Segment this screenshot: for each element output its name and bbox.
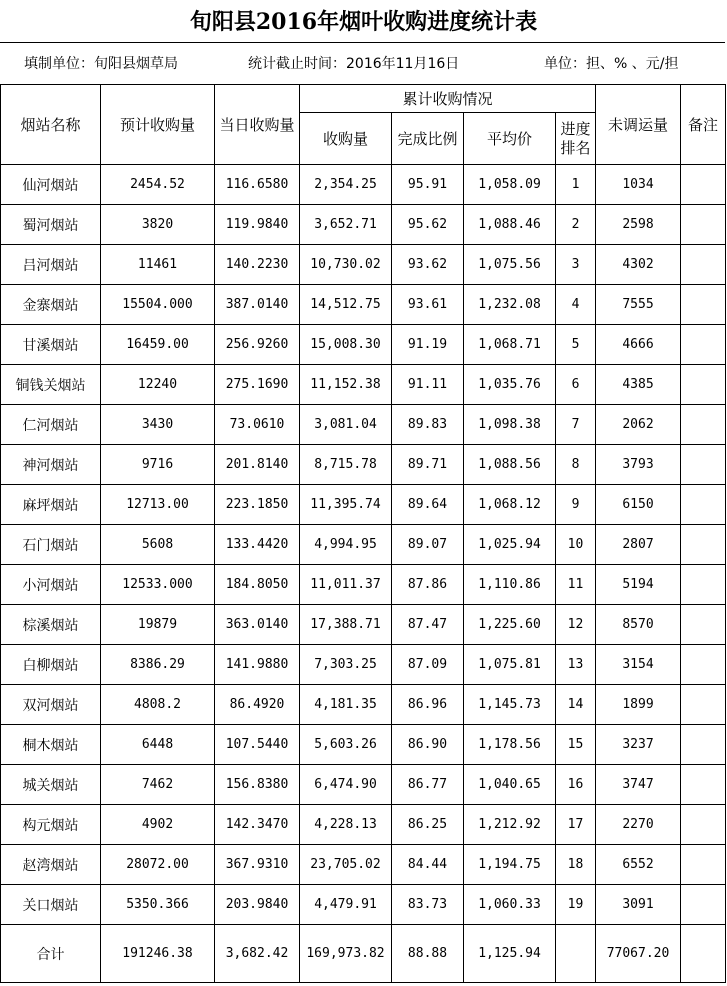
station-cell: 铜钱关烟站 [1,365,101,405]
rank-cell: 1 [556,165,596,205]
total-row [1,925,726,983]
daily-cell: 275.1690 [215,365,300,405]
avg-price-cell: 1,075.56 [464,245,556,285]
table-row [1,765,726,805]
avg-price-cell: 1,088.46 [464,205,556,245]
title-divider [0,42,725,43]
planned-cell: 8386.29 [101,645,215,685]
remarks-cell [681,525,726,565]
ratio-cell: 83.73 [392,885,464,925]
station-cell: 合计 [1,925,101,983]
table-row [1,445,726,485]
header-daily: 当日收购量 [215,85,300,165]
avg-price-cell: 1,225.60 [464,605,556,645]
purchased-cell: 4,228.13 [300,805,392,845]
header-station: 烟站名称 [1,85,101,165]
untransported-cell: 2598 [596,205,681,245]
planned-cell: 5608 [101,525,215,565]
avg-price-cell: 1,232.08 [464,285,556,325]
rank-cell: 13 [556,645,596,685]
station-cell: 仁河烟站 [1,405,101,445]
remarks-cell [681,885,726,925]
rank-cell: 16 [556,765,596,805]
table-row [1,805,726,845]
purchased-cell: 17,388.71 [300,605,392,645]
ratio-cell: 91.11 [392,365,464,405]
untransported-cell: 5194 [596,565,681,605]
rank-cell: 14 [556,685,596,725]
station-cell: 吕河烟站 [1,245,101,285]
station-cell: 仙河烟站 [1,165,101,205]
rank-cell: 9 [556,485,596,525]
purchased-cell: 11,011.37 [300,565,392,605]
avg-price-cell: 1,125.94 [464,925,556,983]
table-row [1,725,726,765]
rank-cell: 17 [556,805,596,845]
purchased-cell: 23,705.02 [300,845,392,885]
daily-cell: 73.0610 [215,405,300,445]
untransported-cell: 77067.20 [596,925,681,983]
station-cell: 麻坪烟站 [1,485,101,525]
daily-cell: 203.9840 [215,885,300,925]
purchased-cell: 4,181.35 [300,685,392,725]
avg-price-cell: 1,058.09 [464,165,556,205]
station-cell: 甘溪烟站 [1,325,101,365]
rank-cell: 4 [556,285,596,325]
remarks-cell [681,685,726,725]
rank-cell: 2 [556,205,596,245]
untransported-cell: 2270 [596,805,681,845]
planned-cell: 28072.00 [101,845,215,885]
planned-cell: 16459.00 [101,325,215,365]
remarks-cell [681,925,726,983]
avg-price-cell: 1,035.76 [464,365,556,405]
station-cell: 白柳烟站 [1,645,101,685]
planned-cell: 9716 [101,445,215,485]
planned-cell: 4808.2 [101,685,215,725]
ratio-cell: 89.83 [392,405,464,445]
untransported-cell: 4385 [596,365,681,405]
station-cell: 棕溪烟站 [1,605,101,645]
untransported-cell: 3793 [596,445,681,485]
ratio-cell: 95.62 [392,205,464,245]
daily-cell: 119.9840 [215,205,300,245]
remarks-cell [681,605,726,645]
avg-price-cell: 1,040.65 [464,765,556,805]
planned-cell: 191246.38 [101,925,215,983]
purchase-table [0,84,726,983]
remarks-cell [681,165,726,205]
daily-cell: 223.1850 [215,485,300,525]
avg-price-cell: 1,060.33 [464,885,556,925]
ratio-cell: 87.47 [392,605,464,645]
units: 单位：担、% 、元/担 [544,56,679,72]
header-purchased: 收购量 [300,113,392,165]
planned-cell: 5350.366 [101,885,215,925]
rank-cell: 7 [556,405,596,445]
ratio-cell: 89.71 [392,445,464,485]
avg-price-cell: 1,088.56 [464,445,556,485]
table-row [1,645,726,685]
header-avg-price: 平均价 [464,113,556,165]
purchased-cell: 11,395.74 [300,485,392,525]
avg-price-cell: 1,178.56 [464,725,556,765]
untransported-cell: 4666 [596,325,681,365]
untransported-cell: 1034 [596,165,681,205]
ratio-cell: 95.91 [392,165,464,205]
ratio-cell: 87.86 [392,565,464,605]
untransported-cell: 4302 [596,245,681,285]
station-cell: 双河烟站 [1,685,101,725]
daily-cell: 367.9310 [215,845,300,885]
table-row [1,325,726,365]
remarks-cell [681,365,726,405]
daily-cell: 184.8050 [215,565,300,605]
remarks-cell [681,845,726,885]
rank-cell: 11 [556,565,596,605]
station-cell: 小河烟站 [1,565,101,605]
station-cell: 石门烟站 [1,525,101,565]
untransported-cell: 8570 [596,605,681,645]
avg-price-cell: 1,025.94 [464,525,556,565]
remarks-cell [681,765,726,805]
planned-cell: 7462 [101,765,215,805]
untransported-cell: 3747 [596,765,681,805]
untransported-cell: 2807 [596,525,681,565]
daily-cell: 3,682.42 [215,925,300,983]
untransported-cell: 2062 [596,405,681,445]
header-ratio: 完成比例 [392,113,464,165]
purchased-cell: 14,512.75 [300,285,392,325]
deadline: 统计截止时间：2016年11月16日 [248,56,460,72]
avg-price-cell: 1,098.38 [464,405,556,445]
remarks-cell [681,805,726,845]
rank-cell: 5 [556,325,596,365]
table-row [1,605,726,645]
ratio-cell: 86.90 [392,725,464,765]
rank-cell: 6 [556,365,596,405]
station-cell: 赵湾烟站 [1,845,101,885]
purchased-cell: 11,152.38 [300,365,392,405]
table-row [1,165,726,205]
remarks-cell [681,645,726,685]
planned-cell: 2454.52 [101,165,215,205]
avg-price-cell: 1,075.81 [464,645,556,685]
planned-cell: 3820 [101,205,215,245]
header-untransported: 未调运量 [596,85,681,165]
ratio-cell: 91.19 [392,325,464,365]
table-row [1,525,726,565]
purchased-cell: 6,474.90 [300,765,392,805]
planned-cell: 11461 [101,245,215,285]
daily-cell: 140.2230 [215,245,300,285]
avg-price-cell: 1,068.71 [464,325,556,365]
remarks-cell [681,445,726,485]
rank-cell: 18 [556,845,596,885]
table-row [1,885,726,925]
header-cumulative: 累计收购情况 [300,85,596,113]
rank-cell [556,925,596,983]
remarks-cell [681,205,726,245]
untransported-cell: 6150 [596,485,681,525]
rank-cell: 19 [556,885,596,925]
planned-cell: 12533.000 [101,565,215,605]
untransported-cell: 6552 [596,845,681,885]
untransported-cell: 7555 [596,285,681,325]
daily-cell: 201.8140 [215,445,300,485]
header-rank: 进度排名 [556,113,596,165]
station-cell: 蜀河烟站 [1,205,101,245]
ratio-cell: 86.25 [392,805,464,845]
daily-cell: 116.6580 [215,165,300,205]
remarks-cell [681,285,726,325]
daily-cell: 107.5440 [215,725,300,765]
table-row [1,845,726,885]
purchased-cell: 2,354.25 [300,165,392,205]
avg-price-cell: 1,068.12 [464,485,556,525]
avg-price-cell: 1,194.75 [464,845,556,885]
ratio-cell: 89.07 [392,525,464,565]
purchased-cell: 15,008.30 [300,325,392,365]
planned-cell: 4902 [101,805,215,845]
table-row [1,365,726,405]
avg-price-cell: 1,145.73 [464,685,556,725]
station-cell: 构元烟站 [1,805,101,845]
header-planned: 预计收购量 [101,85,215,165]
station-cell: 关口烟站 [1,885,101,925]
table-row [1,205,726,245]
avg-price-cell: 1,110.86 [464,565,556,605]
daily-cell: 142.3470 [215,805,300,845]
ratio-cell: 86.96 [392,685,464,725]
purchased-cell: 7,303.25 [300,645,392,685]
ratio-cell: 87.09 [392,645,464,685]
untransported-cell: 3091 [596,885,681,925]
avg-price-cell: 1,212.92 [464,805,556,845]
remarks-cell [681,325,726,365]
ratio-cell: 86.77 [392,765,464,805]
rank-cell: 15 [556,725,596,765]
daily-cell: 363.0140 [215,605,300,645]
untransported-cell: 3154 [596,645,681,685]
planned-cell: 12240 [101,365,215,405]
filing-unit: 填制单位：旬阳县烟草局 [24,56,178,72]
untransported-cell: 3237 [596,725,681,765]
table-row [1,565,726,605]
planned-cell: 15504.000 [101,285,215,325]
purchased-cell: 5,603.26 [300,725,392,765]
ratio-cell: 89.64 [392,485,464,525]
purchased-cell: 3,081.04 [300,405,392,445]
table-row [1,285,726,325]
daily-cell: 256.9260 [215,325,300,365]
planned-cell: 12713.00 [101,485,215,525]
station-cell: 桐木烟站 [1,725,101,765]
table-row [1,485,726,525]
remarks-cell [681,565,726,605]
planned-cell: 3430 [101,405,215,445]
ratio-cell: 93.61 [392,285,464,325]
remarks-cell [681,405,726,445]
remarks-cell [681,725,726,765]
planned-cell: 6448 [101,725,215,765]
daily-cell: 86.4920 [215,685,300,725]
purchased-cell: 10,730.02 [300,245,392,285]
station-cell: 神河烟站 [1,445,101,485]
table-row [1,685,726,725]
purchased-cell: 3,652.71 [300,205,392,245]
rank-cell: 12 [556,605,596,645]
station-cell: 城关烟站 [1,765,101,805]
rank-cell: 3 [556,245,596,285]
rank-cell: 8 [556,445,596,485]
purchased-cell: 8,715.78 [300,445,392,485]
table-row [1,245,726,285]
ratio-cell: 84.44 [392,845,464,885]
station-cell: 金寨烟站 [1,285,101,325]
purchased-cell: 169,973.82 [300,925,392,983]
daily-cell: 156.8380 [215,765,300,805]
rank-cell: 10 [556,525,596,565]
purchased-cell: 4,479.91 [300,885,392,925]
ratio-cell: 88.88 [392,925,464,983]
daily-cell: 141.9880 [215,645,300,685]
sheet-title: 旬阳县2016年烟叶收购进度统计表 [189,9,538,35]
remarks-cell [681,245,726,285]
daily-cell: 133.4420 [215,525,300,565]
table-row [1,405,726,445]
planned-cell: 19879 [101,605,215,645]
remarks-cell [681,485,726,525]
header-remarks: 备注 [681,85,726,165]
purchased-cell: 4,994.95 [300,525,392,565]
ratio-cell: 93.62 [392,245,464,285]
untransported-cell: 1899 [596,685,681,725]
daily-cell: 387.0140 [215,285,300,325]
